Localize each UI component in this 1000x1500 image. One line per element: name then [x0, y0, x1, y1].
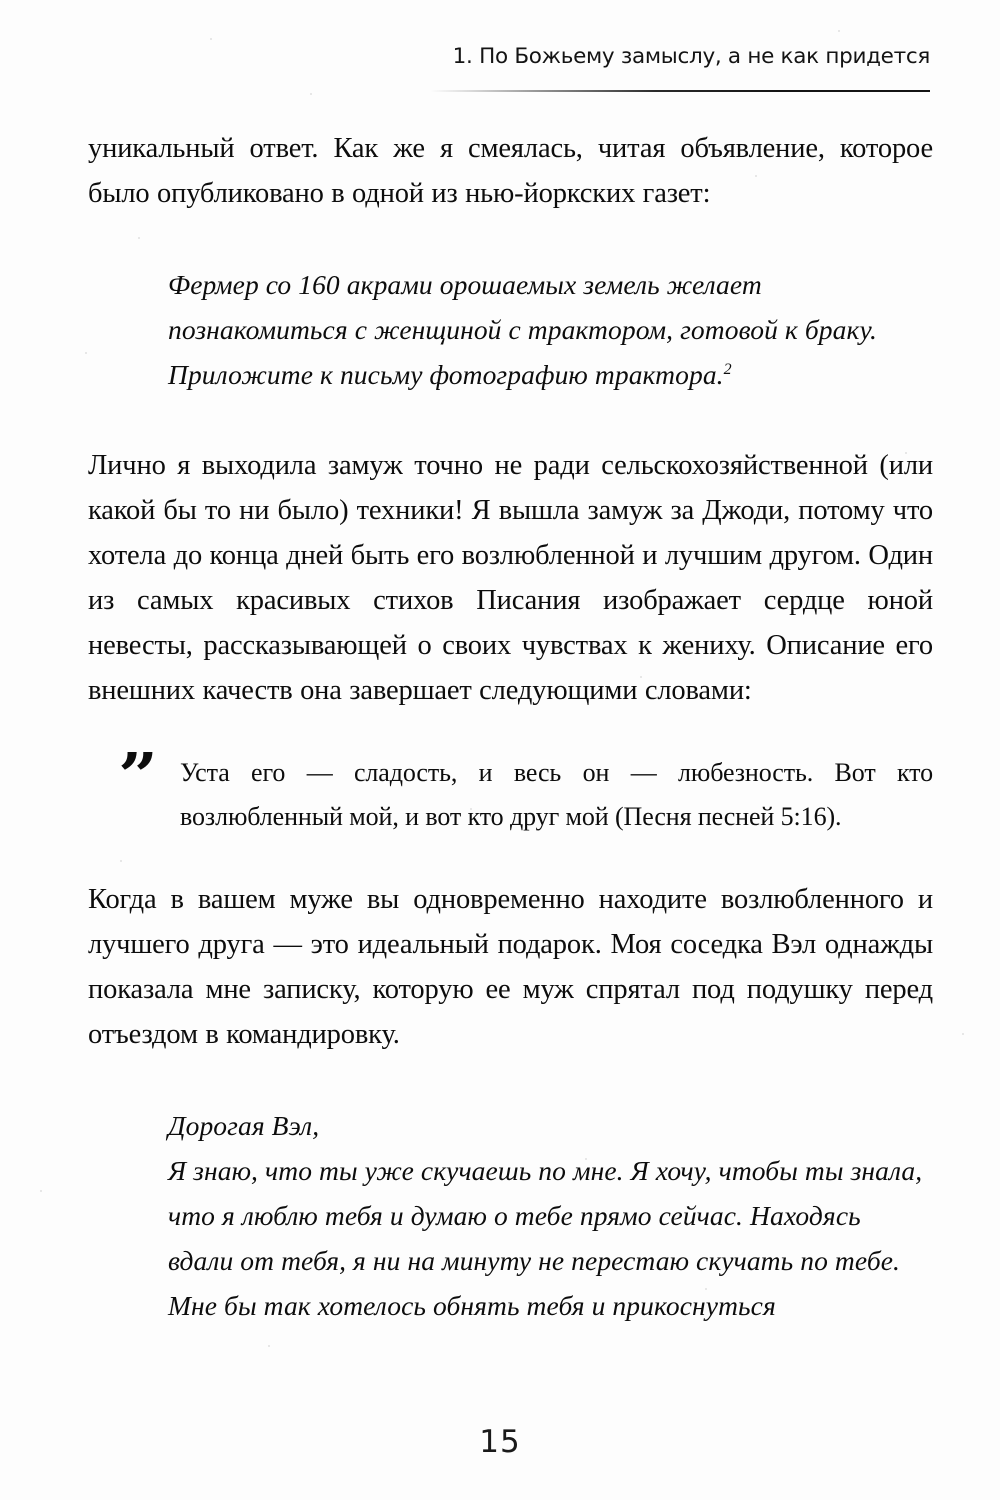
spacer [88, 397, 933, 443]
spacer [88, 713, 933, 751]
quotation-mark-icon: ” [118, 739, 158, 812]
letter-salutation: Дорогая Вэл, [168, 1110, 320, 1141]
scan-speck [838, 30, 840, 32]
text-column [88, 126, 933, 1328]
spacer [88, 1057, 933, 1103]
extract-advertisement-text: Фермер со 160 акрами орошаемых земель желает познакомиться с женщиной с трактором, готовой к браку. Приложите к письму фотографию трактора. [168, 269, 878, 390]
scan-speck [40, 1190, 42, 1192]
running-head: 1. По Божьему замыслу, а не как придется [452, 44, 930, 69]
extract-advertisement [88, 262, 933, 397]
scan-speck [310, 93, 312, 95]
paragraph-3: Когда в вашем муже вы одновременно находите возлюбленного и лучшего друга — это идеальный подарок. Моя соседка Вэл однажды показала мне записку, которую ее муж спрятал под подушку перед отъездом в командировку. [88, 884, 933, 1050]
scan-speck [85, 352, 87, 354]
spacer [88, 839, 933, 877]
page-number: 15 [479, 1424, 521, 1460]
header-rule [430, 90, 930, 92]
scan-speck [210, 38, 212, 40]
paragraph-1: уникальный ответ. Как же я смеялась, читая объявление, которое было опубликовано в одной из нью-йоркских газет: [88, 133, 933, 209]
scan-speck [962, 1033, 964, 1035]
scripture-quote-text: Уста его — сладость, и весь он — любезность. Вот кто возлюбленный мой, и вот кто друг мой (Песня песней 5:16). [180, 758, 933, 831]
footnote-marker: 2 [723, 360, 732, 378]
spacer [88, 216, 933, 262]
scan-speck [268, 1345, 270, 1347]
paragraph-2: Лично я выходила замуж точно не ради сельскохозяйственной (или какой бы то ни было) техники! Я вышла замуж за Джоди, потому что хотела до конца дней быть его возлюбленной и лучшим другом. Один из самых красивых стихов Писания изображает сердце юной невесты, рассказывающей о своих чувствах к жениху. Описание его внешних качеств она завершает следующими словами: [88, 450, 933, 706]
letter-body: Я знаю, что ты уже скучаешь по мне. Я хочу, чтобы ты знала, что я люблю тебя и думаю о тебе прямо сейчас. Находясь вдали от тебя, я ни на минуту не перестаю скучать по тебе. Мне бы так хотелось обнять тебя и прикоснуться [168, 1155, 923, 1321]
scripture-quote [88, 739, 933, 839]
